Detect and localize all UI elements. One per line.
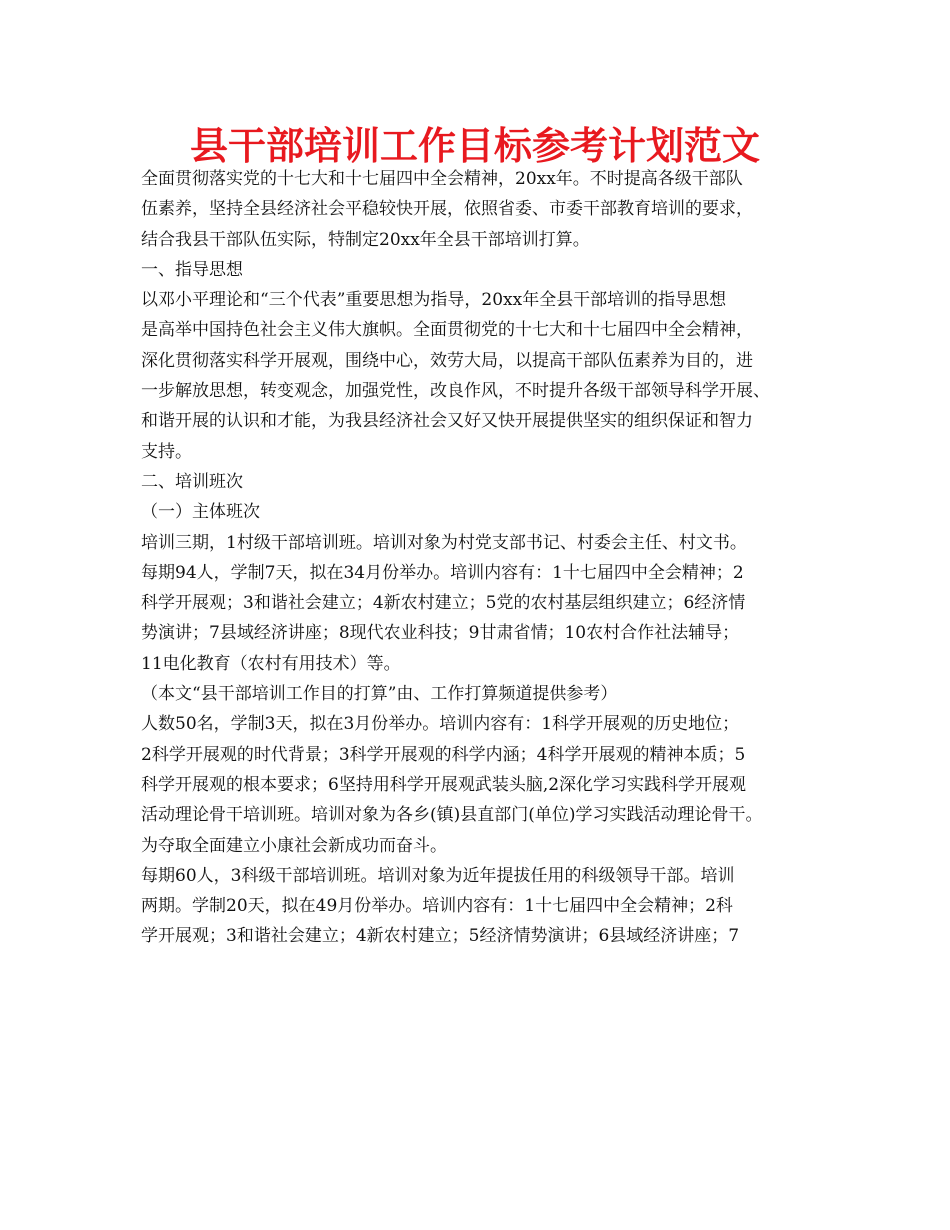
body-line: 两期。学制20天，拟在49月份举办。培训内容有：1十七届四中全会精神；2科 <box>141 896 733 917</box>
body-line: 一、指导思想 <box>141 259 243 280</box>
body-line: 科学开展观；3和谐社会建立；4新农村建立；5党的农村基层组织建立；6经济情 <box>141 593 746 614</box>
body-line: 结合我县干部队伍实际，特制定20xx年全县干部培训打算。 <box>141 229 590 250</box>
body-line: 科学开展观的根本要求；6坚持用科学开展观武装头脑,2深化学习实践科学开展观 <box>141 774 747 795</box>
body-line: 和谐开展的认识和才能，为我县经济社会又好又快开展提供坚实的组织保证和智力 <box>141 411 753 432</box>
body-line: 全面贯彻落实党的十七大和十七届四中全会精神，20xx年。不时提高各级干部队 <box>141 169 743 189</box>
body-line: 人数50名，学制3天，拟在3月份举办。培训内容有：1科学开展观的历史地位； <box>141 714 740 735</box>
body-line: （一）主体班次 <box>141 502 260 523</box>
body-line: 学开展观；3和谐社会建立；4新农村建立；5经济情势演讲；6县域经济讲座；7 <box>141 926 740 947</box>
document-body <box>141 164 831 952</box>
body-line: 是高举中国持色社会主义伟大旗帜。全面贯彻党的十七大和十七届四中全会精神， <box>141 320 753 341</box>
body-line: 为夺取全面建立小康社会新成功而奋斗。 <box>141 835 447 856</box>
body-line: 培训三期，1村级干部培训班。培训对象为村党支部书记、村委会主任、村文书。 <box>141 532 747 553</box>
body-line: 支持。 <box>141 441 192 462</box>
body-line: 每期60人，3科级干部培训班。培训对象为近年提拔任用的科级领导干部。培训 <box>141 865 735 886</box>
body-line: 2科学开展观的时代背景；3科学开展观的科学内涵；4科学开展观的精神本质；5 <box>141 744 746 765</box>
body-line: 活动理论骨干培训班。培训对象为各乡(镇)县直部门(单位)学习实践活动理论骨干。 <box>141 805 763 826</box>
body-line: 11电化教育（农村有用技术）等。 <box>141 653 401 674</box>
body-line: 每期94人，学制7天，拟在34月份举办。培训内容有：1十七届四中全会精神；2 <box>141 562 744 583</box>
document-title: 县干部培训工作目标参考计划范文 <box>189 124 760 168</box>
body-line: 伍素养，坚持全县经济社会平稳较快开展，依照省委、市委干部教育培训的要求， <box>141 199 753 220</box>
body-line: （本文“县干部培训工作目的打算”由、工作打算频道提供参考） <box>141 684 618 705</box>
body-line: 以邓小平理论和“三个代表”重要思想为指导，20xx年全县干部培训的指导思想 <box>141 290 727 311</box>
body-line: 势演讲；7县域经济讲座；8现代农业科技；9甘肃省情；10农村合作社法辅导； <box>141 623 740 644</box>
body-line: 二、培训班次 <box>141 471 243 492</box>
body-line: 一步解放思想，转变观念，加强党性，改良作风，不时提升各级干部领导科学开展、 <box>141 381 770 402</box>
body-line: 深化贯彻落实科学开展观，围绕中心，效劳大局，以提高干部队伍素养为目的，进 <box>141 350 753 371</box>
